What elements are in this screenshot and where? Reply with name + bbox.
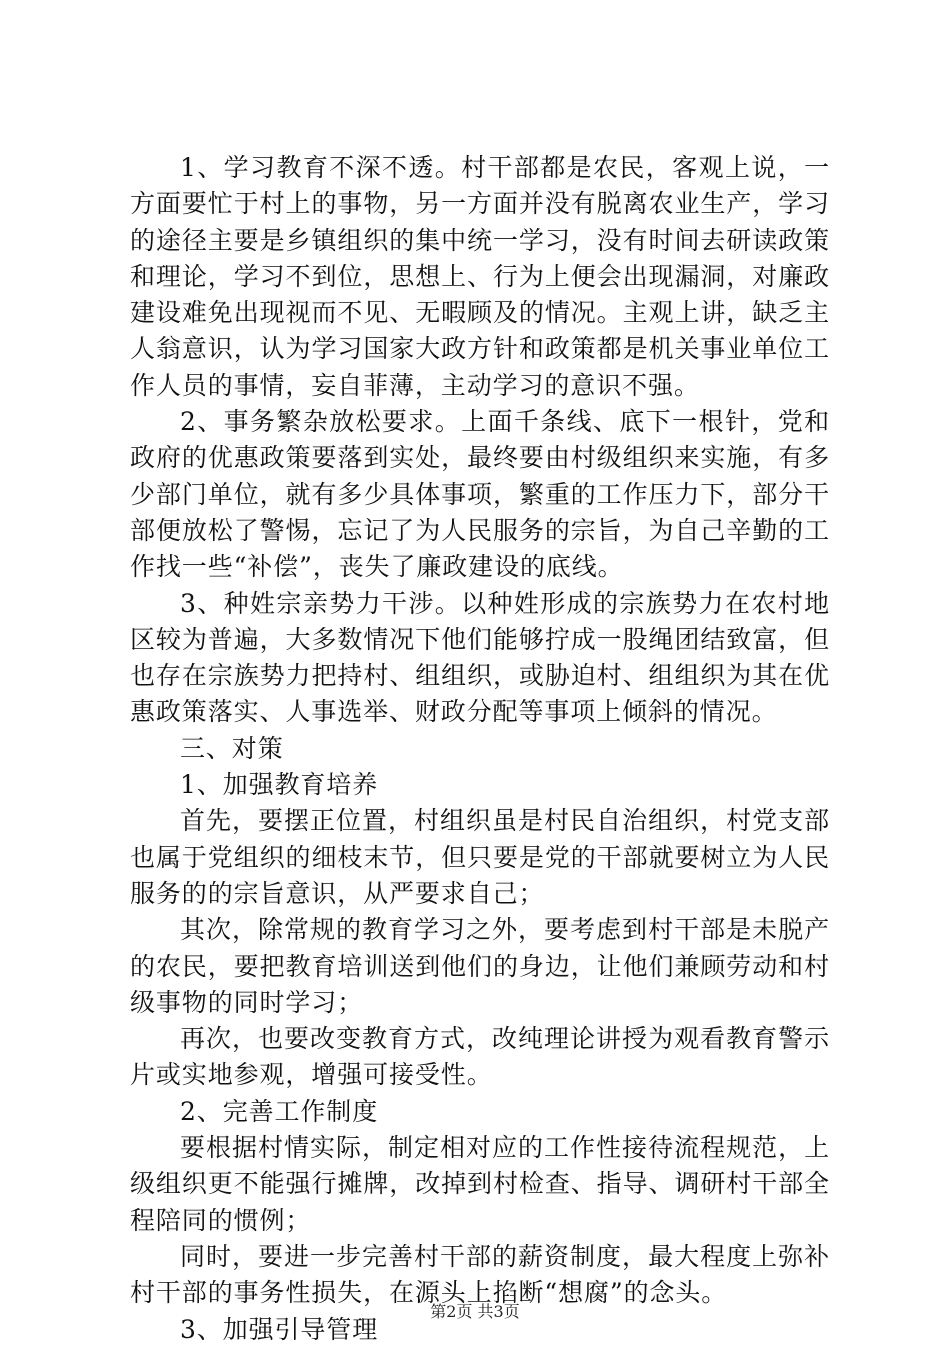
paragraph-salary-system: 同时，要进一步完善村干部的薪资制度，最大程度上弥补村干部的事务性损失，在源头上掐断“想腐”的念头。 <box>130 1241 830 1308</box>
paragraph-first: 首先，要摆正位置，村组织虽是村民自治组织，村党支部也属于党组织的细枝末节，但只要是党的干部就要树立为人民服务的的宗旨意识，从严要求自己； <box>130 806 830 908</box>
section-heading-countermeasures: 三、对策 <box>180 733 284 763</box>
paragraph-second: 其次，除常规的教育学习之外，要考虑到村干部是未脱产的农民，要把教育培训送到他们的身边，让他们兼顾劳动和村级事物的同时学习； <box>130 915 830 1017</box>
page-number-footer: 第2页 共3页 <box>430 1302 520 1321</box>
document-body <box>130 150 830 1348</box>
paragraph-problem-2: 2、事务繁杂放松要求。上面千条线、底下一根针，党和政府的优惠政策要落到实处，最终要由村级组织来实施，有多少部门单位，就有多少具体事项，繁重的工作压力下，部分干部便放松了警惕，忘记了为人民服务的宗旨，为自己辛勤的工作找一些“补偿”，丧失了廉政建设的底线。 <box>130 407 830 582</box>
paragraph-third: 再次，也要改变教育方式，改纯理论讲授为观看教育警示片或实地参观，增强可接受性。 <box>130 1024 830 1090</box>
paragraph-reception-rules: 要根据村情实际，制定相对应的工作性接待流程规范，上级组织更不能强行摊牌，改掉到村检查、指导、调研村干部全程陪同的惯例； <box>130 1133 830 1235</box>
subheading-system: 2、完善工作制度 <box>180 1096 379 1126</box>
paragraph-problem-1: 1、学习教育不深不透。村干部都是农民，客观上说，一方面要忙于村上的事物，另一方面并没有脱离农业生产，学习的途径主要是乡镇组织的集中统一学习，没有时间去研读政策和理论，学习不到位，思想上、行为上便会出现漏洞，对廉政建设难免出现视而不见、无暇顾及的情况。主观上讲，缺乏主人翁意识，认为学习国家大政方针和政策都是机关事业单位工作人员的事情，妄自菲薄，主动学习的意识不强。 <box>130 153 830 400</box>
subheading-education: 1、加强教育培养 <box>180 770 379 800</box>
subheading-guidance: 3、加强引导管理 <box>180 1314 379 1344</box>
paragraph-problem-3: 3、种姓宗亲势力干涉。以种姓形成的宗族势力在农村地区较为普遍，大多数情况下他们能够拧成一股绳团结致富，但也存在宗族势力把持村、组组织，或胁迫村、组组织为其在优惠政策落实、人事选举、财政分配等事项上倾斜的情况。 <box>130 588 830 727</box>
